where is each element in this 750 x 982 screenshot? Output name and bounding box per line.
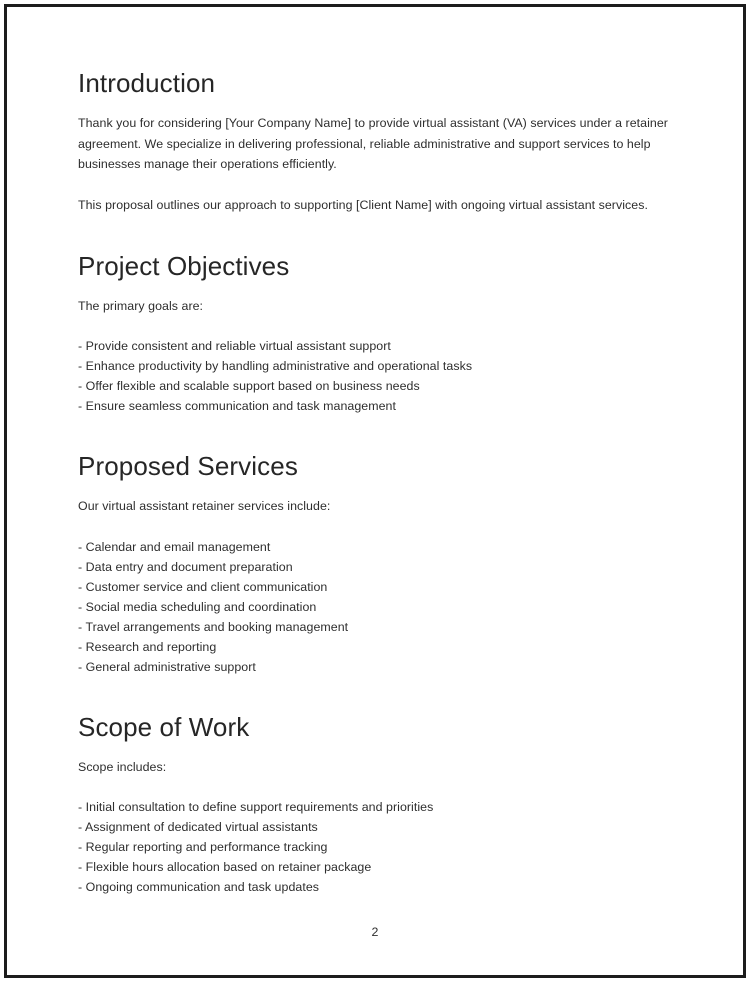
bullet-item: - Offer flexible and scalable support based on business needs [78, 379, 420, 393]
paragraph: This proposal outlines our approach to supporting [Client Name] with ongoing virtual assistant services. [78, 198, 648, 212]
bullet-item: - Ensure seamless communication and task management [78, 399, 396, 413]
paragraph: The primary goals are: [78, 298, 204, 313]
document-section [78, 250, 685, 417]
bullet-item: - Ongoing communication and task updates [78, 880, 320, 894]
bullet-list [78, 537, 685, 677]
section-paragraphs [78, 757, 685, 778]
bullet-item: - Data entry and document preparation [78, 559, 293, 574]
paragraph: Scope includes: [78, 759, 167, 774]
document-page [4, 4, 746, 978]
bullet-item: - Initial consultation to define support requirements and priorities [78, 800, 434, 814]
paragraph: Thank you for considering [Your Company Name] to provide virtual assistant (VA) services under a retainer agreement. We specialize in delivering professional, reliable administrative and support services to help businesses manage their operations efficiently. [78, 116, 668, 171]
document-content [78, 67, 685, 897]
bullet-item: - Enhance productivity by handling administrative and operational tasks [78, 359, 473, 373]
bullet-item: - Travel arrangements and booking management [78, 619, 349, 634]
bullet-item: - Research and reporting [78, 639, 217, 654]
bullet-list [78, 336, 685, 416]
section-paragraphs [78, 296, 685, 317]
bullet-item: - Regular reporting and performance tracking [78, 840, 328, 854]
bullet-list [78, 797, 685, 897]
bullet-item: - Calendar and email management [78, 539, 271, 554]
section-paragraphs [78, 496, 685, 517]
section-heading: Scope of Work [78, 711, 250, 742]
document-section [78, 450, 685, 677]
section-paragraphs [78, 113, 685, 216]
section-heading: Proposed Services [78, 451, 298, 481]
bullet-item: - Social media scheduling and coordination [78, 599, 317, 614]
bullet-item: - General administrative support [78, 659, 256, 674]
page-number: 2 [371, 925, 379, 939]
bullet-item: - Customer service and client communication [78, 579, 328, 594]
section-heading: Project Objectives [78, 250, 290, 281]
document-section [78, 67, 685, 216]
bullet-item: - Flexible hours allocation based on retainer package [78, 860, 372, 874]
section-heading: Introduction [78, 68, 216, 98]
document-section [78, 711, 685, 898]
paragraph: Our virtual assistant retainer services include: [78, 499, 331, 513]
bullet-item: - Provide consistent and reliable virtual assistant support [78, 339, 391, 353]
bullet-item: - Assignment of dedicated virtual assistants [78, 820, 318, 834]
